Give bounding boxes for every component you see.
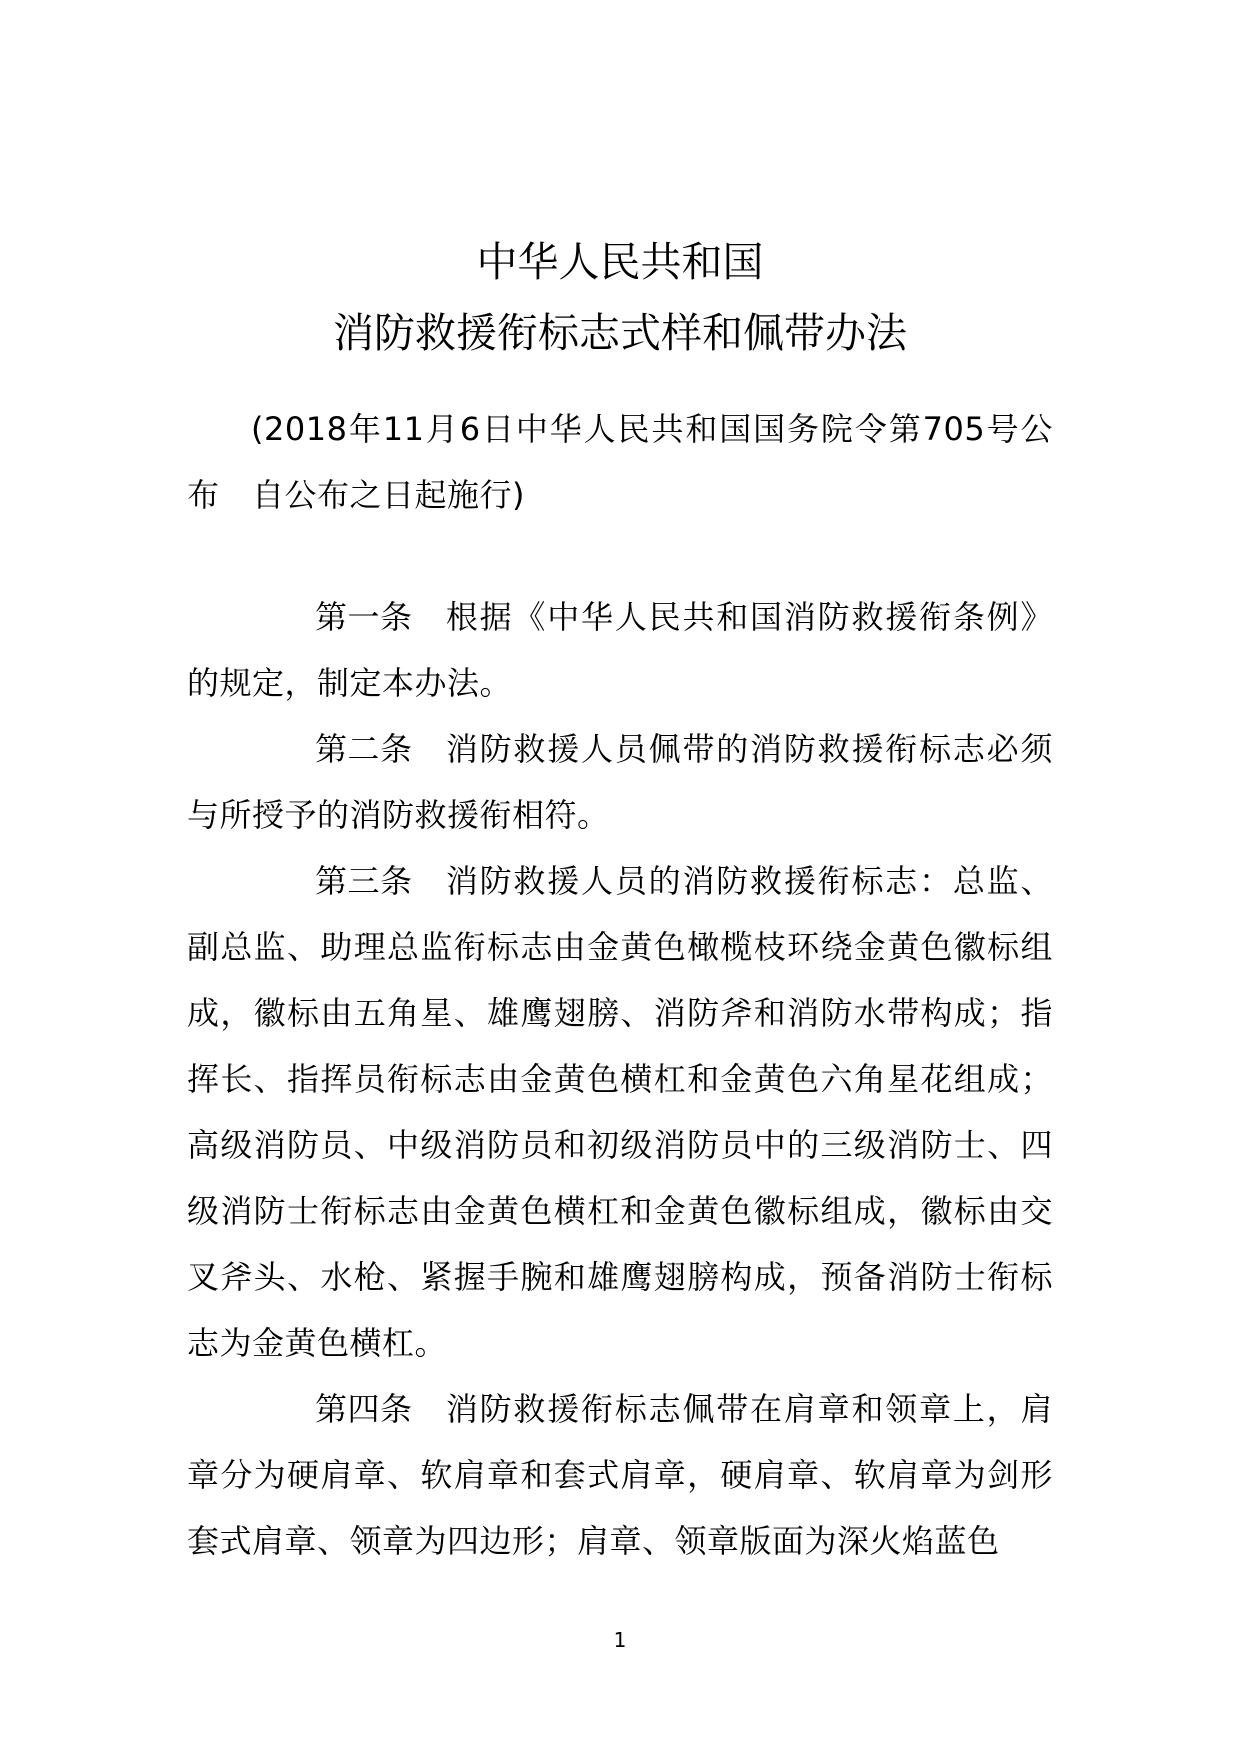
article-2-label: 第二条 [315, 730, 413, 768]
page-number: 1 [613, 1628, 627, 1652]
article-4-text: 消防救援衔标志佩带在肩章和领章上，肩章分为硬肩章、软肩章和套式肩章，硬肩章、软肩章为剑形套式肩章、领章为四边形；肩章、领章版面为深火焰蓝色 [187, 1390, 1053, 1560]
article-3-text: 消防救援人员的消防救援衔标志：总监、副总监、助理总监衔标志由金黄色橄榄枝环绕金黄色徽标组成，徽标由五角星、雄鹰翅膀、消防斧和消防水带构成；指挥长、指挥员衔标志由金黄色横杠和金黄色六角星花组成；高级消防员、中级消防员和初级消防员中的三级消防士、四级消防士衔标志由金黄色横杠和金黄色徽标组成，徽标由交叉斧头、水枪、紧握手腕和雄鹰翅膀构成，预备消防士衔标志为金黄色横杠。 [187, 862, 1053, 1362]
article-1-label: 第一条 [315, 598, 413, 636]
publication-note: (2018年11月6日中华人民共和国国务院令第705号公布 自公布之日起施行) [187, 410, 1053, 514]
article-2-text: 消防救援人员佩带的消防救援衔标志必须与所授予的消防救援衔相符。 [187, 730, 1053, 834]
article-3-label: 第三条 [315, 862, 413, 900]
document-title-line1: 中华人民共和国 [476, 238, 764, 286]
article-2 [187, 716, 1053, 848]
article-4 [187, 1376, 1053, 1574]
document-title-line2: 消防救援衔标志式样和佩带办法 [333, 309, 907, 357]
article-4-label: 第四条 [315, 1390, 413, 1428]
article-1 [187, 584, 1053, 716]
article-3 [187, 848, 1053, 1376]
article-1-text: 根据《中华人民共和国消防救援衔条例》的规定，制定本办法。 [187, 598, 1053, 702]
